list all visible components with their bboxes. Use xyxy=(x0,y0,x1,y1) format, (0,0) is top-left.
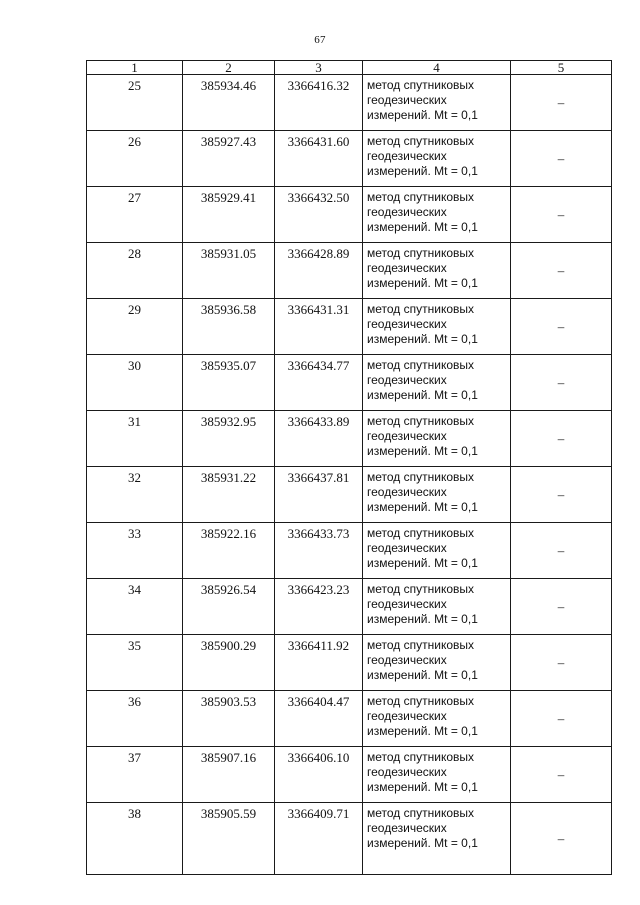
method-line: геодезических xyxy=(367,709,447,723)
x-coordinate-cell: 385936.58 xyxy=(183,299,275,355)
table-row xyxy=(87,75,612,131)
point-number-cell: 31 xyxy=(87,411,183,467)
y-coordinate-cell: 3366411.92 xyxy=(275,635,363,691)
note-cell: – xyxy=(511,467,612,523)
column-header-2: 2 xyxy=(183,61,275,75)
method-line: метод спутниковых xyxy=(367,358,475,372)
note-cell: – xyxy=(511,803,612,875)
method-line: геодезических xyxy=(367,317,447,331)
y-coordinate-cell: 3366423.23 xyxy=(275,579,363,635)
table-row xyxy=(87,299,612,355)
method-cell xyxy=(363,467,511,523)
point-number-cell: 33 xyxy=(87,523,183,579)
method-line: измерений. Mt = 0,1 xyxy=(367,780,478,794)
method-line: измерений. Mt = 0,1 xyxy=(367,164,478,178)
coordinates-table xyxy=(86,60,612,875)
method-line: геодезических xyxy=(367,261,447,275)
x-coordinate-cell: 385931.22 xyxy=(183,467,275,523)
note-cell: – xyxy=(511,747,612,803)
method-line: измерений. Mt = 0,1 xyxy=(367,556,478,570)
method-cell xyxy=(363,747,511,803)
x-coordinate-cell: 385905.59 xyxy=(183,803,275,875)
method-line: измерений. Mt = 0,1 xyxy=(367,108,478,122)
method-cell xyxy=(363,635,511,691)
table-row xyxy=(87,131,612,187)
point-number-cell: 36 xyxy=(87,691,183,747)
method-line: геодезических xyxy=(367,597,447,611)
method-line: геодезических xyxy=(367,541,447,555)
point-number-cell: 37 xyxy=(87,747,183,803)
method-line: измерений. Mt = 0,1 xyxy=(367,332,478,346)
point-number-cell: 29 xyxy=(87,299,183,355)
table-row xyxy=(87,803,612,875)
method-cell xyxy=(363,355,511,411)
x-coordinate-cell: 385934.46 xyxy=(183,75,275,131)
page-number: 67 xyxy=(314,34,326,46)
y-coordinate-cell: 3366431.31 xyxy=(275,299,363,355)
x-coordinate-cell: 385903.53 xyxy=(183,691,275,747)
note-cell: – xyxy=(511,355,612,411)
method-line: метод спутниковых xyxy=(367,246,475,260)
method-cell xyxy=(363,579,511,635)
y-coordinate-cell: 3366409.71 xyxy=(275,803,363,875)
y-coordinate-cell: 3366404.47 xyxy=(275,691,363,747)
method-line: метод спутниковых xyxy=(367,694,475,708)
table-row xyxy=(87,243,612,299)
method-line: метод спутниковых xyxy=(367,414,475,428)
table-row xyxy=(87,747,612,803)
method-line: геодезических xyxy=(367,149,447,163)
table-row xyxy=(87,411,612,467)
y-coordinate-cell: 3366437.81 xyxy=(275,467,363,523)
note-cell: – xyxy=(511,299,612,355)
x-coordinate-cell: 385927.43 xyxy=(183,131,275,187)
x-coordinate-cell: 385922.16 xyxy=(183,523,275,579)
point-number-cell: 34 xyxy=(87,579,183,635)
point-number-cell: 30 xyxy=(87,355,183,411)
method-line: геодезических xyxy=(367,765,447,779)
method-line: измерений. Mt = 0,1 xyxy=(367,276,478,290)
table-row xyxy=(87,187,612,243)
y-coordinate-cell: 3366432.50 xyxy=(275,187,363,243)
note-cell: – xyxy=(511,523,612,579)
method-line: метод спутниковых xyxy=(367,134,475,148)
method-line: геодезических xyxy=(367,653,447,667)
y-coordinate-cell: 3366406.10 xyxy=(275,747,363,803)
method-line: метод спутниковых xyxy=(367,78,475,92)
note-cell: – xyxy=(511,187,612,243)
method-cell xyxy=(363,299,511,355)
x-coordinate-cell: 385929.41 xyxy=(183,187,275,243)
y-coordinate-cell: 3366431.60 xyxy=(275,131,363,187)
point-number-cell: 32 xyxy=(87,467,183,523)
method-line: измерений. Mt = 0,1 xyxy=(367,612,478,626)
point-number-cell: 26 xyxy=(87,131,183,187)
table-body xyxy=(87,75,612,875)
method-cell xyxy=(363,523,511,579)
method-line: геодезических xyxy=(367,93,447,107)
method-line: геодезических xyxy=(367,485,447,499)
note-cell: – xyxy=(511,131,612,187)
x-coordinate-cell: 385935.07 xyxy=(183,355,275,411)
y-coordinate-cell: 3366433.73 xyxy=(275,523,363,579)
table-row xyxy=(87,635,612,691)
method-cell xyxy=(363,187,511,243)
method-cell xyxy=(363,243,511,299)
point-number-cell: 38 xyxy=(87,803,183,875)
y-coordinate-cell: 3366434.77 xyxy=(275,355,363,411)
column-header-5: 5 xyxy=(511,61,612,75)
y-coordinate-cell: 3366428.89 xyxy=(275,243,363,299)
method-line: измерений. Mt = 0,1 xyxy=(367,724,478,738)
method-line: измерений. Mt = 0,1 xyxy=(367,500,478,514)
x-coordinate-cell: 385926.54 xyxy=(183,579,275,635)
note-cell: – xyxy=(511,75,612,131)
point-number-cell: 25 xyxy=(87,75,183,131)
method-cell xyxy=(363,131,511,187)
note-cell: – xyxy=(511,635,612,691)
table-header-row xyxy=(87,61,612,75)
note-cell: – xyxy=(511,691,612,747)
column-header-3: 3 xyxy=(275,61,363,75)
method-line: измерений. Mt = 0,1 xyxy=(367,668,478,682)
method-cell xyxy=(363,803,511,875)
point-number-cell: 28 xyxy=(87,243,183,299)
y-coordinate-cell: 3366433.89 xyxy=(275,411,363,467)
method-line: геодезических xyxy=(367,429,447,443)
method-line: метод спутниковых xyxy=(367,750,475,764)
method-cell xyxy=(363,691,511,747)
method-line: метод спутниковых xyxy=(367,470,475,484)
x-coordinate-cell: 385907.16 xyxy=(183,747,275,803)
method-line: геодезических xyxy=(367,821,447,835)
method-line: измерений. Mt = 0,1 xyxy=(367,388,478,402)
method-line: измерений. Mt = 0,1 xyxy=(367,836,478,850)
point-number-cell: 35 xyxy=(87,635,183,691)
method-line: измерений. Mt = 0,1 xyxy=(367,220,478,234)
x-coordinate-cell: 385931.05 xyxy=(183,243,275,299)
x-coordinate-cell: 385900.29 xyxy=(183,635,275,691)
method-line: метод спутниковых xyxy=(367,526,475,540)
method-line: метод спутниковых xyxy=(367,806,475,820)
note-cell: – xyxy=(511,243,612,299)
table-row xyxy=(87,579,612,635)
method-line: метод спутниковых xyxy=(367,190,475,204)
x-coordinate-cell: 385932.95 xyxy=(183,411,275,467)
table-row xyxy=(87,691,612,747)
column-header-1: 1 xyxy=(87,61,183,75)
method-line: геодезических xyxy=(367,205,447,219)
point-number-cell: 27 xyxy=(87,187,183,243)
table-row xyxy=(87,523,612,579)
method-line: метод спутниковых xyxy=(367,302,475,316)
note-cell: – xyxy=(511,411,612,467)
method-line: метод спутниковых xyxy=(367,638,475,652)
method-cell xyxy=(363,75,511,131)
note-cell: – xyxy=(511,579,612,635)
method-line: измерений. Mt = 0,1 xyxy=(367,444,478,458)
column-header-4: 4 xyxy=(363,61,511,75)
table-row xyxy=(87,355,612,411)
y-coordinate-cell: 3366416.32 xyxy=(275,75,363,131)
method-line: метод спутниковых xyxy=(367,582,475,596)
method-cell xyxy=(363,411,511,467)
table-row xyxy=(87,467,612,523)
method-line: геодезических xyxy=(367,373,447,387)
